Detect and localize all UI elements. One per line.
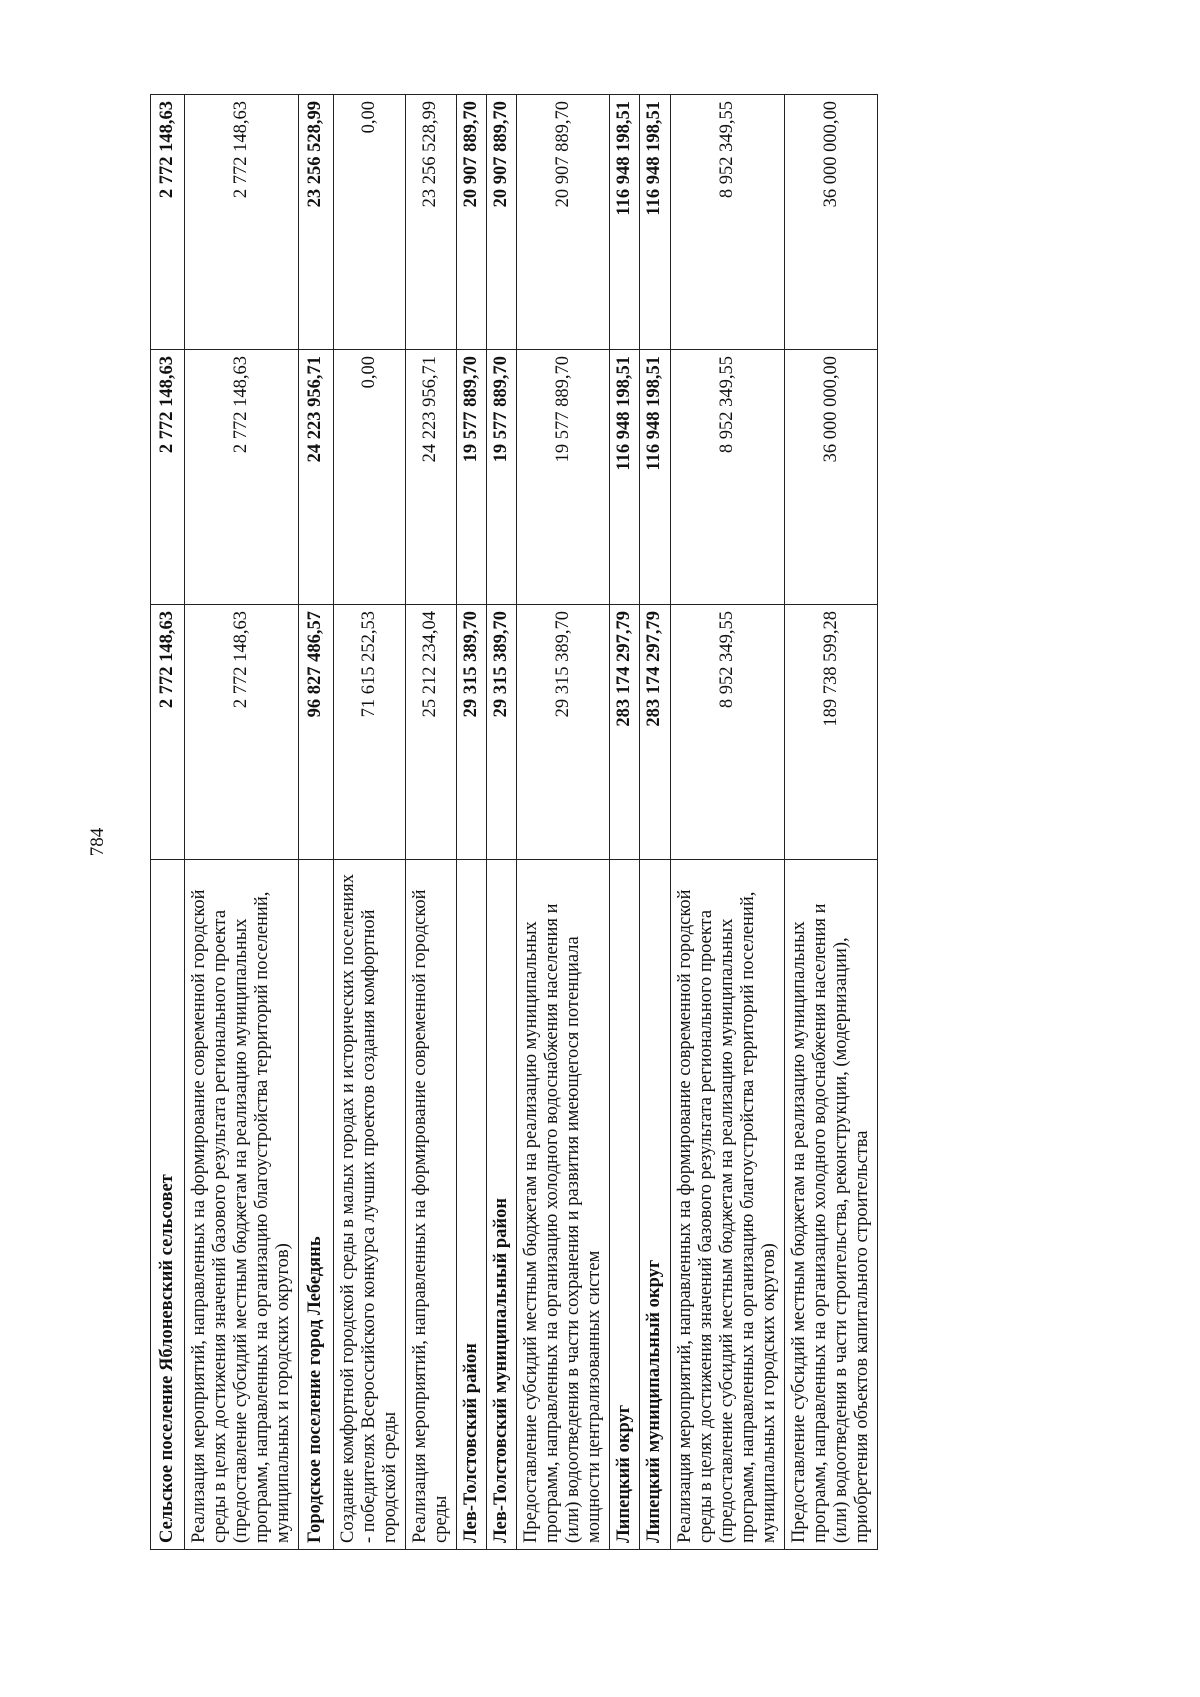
row-value-year-2: 19 577 889,70 [456,350,486,605]
row-value-year-2: 116 948 198,51 [610,350,640,605]
table-row [456,95,486,1550]
row-name: Городское поселение город Лебедянь [299,860,333,1550]
row-value-year-2: 0,00 [333,350,405,605]
row-value-year-1: 96 827 486,57 [299,605,333,860]
row-value-year-3: 23 256 528,99 [299,95,333,350]
table-row [185,95,299,1550]
table-row [610,95,640,1550]
budget-table [150,94,878,1550]
row-name: Предоставление субсидий местным бюджетам на реализацию муниципальных программ, направленных на организацию холодного водоснабжения населения и (или) водоотведения в части строительства, реконструкции, (модернизации), приобретения объектов капитального строительства [784,860,877,1550]
row-value-year-3: 23 256 528,99 [405,95,456,350]
row-value-year-3: 20 907 889,70 [487,95,517,350]
row-value-year-3: 20 907 889,70 [517,95,610,350]
row-name: Предоставление субсидий местным бюджетам на реализацию муниципальных программ, направленных на организацию холодного водоснабжения населения и (или) водоотведения в части сохранения и развития имеющегося потенциала мощности централизованных систем [517,860,610,1550]
row-name: Лев-Толстовский район [456,860,486,1550]
table-row [299,95,333,1550]
row-name: Лев-Толстовский муниципальный район [487,860,517,1550]
row-value-year-1: 8 952 349,55 [670,605,784,860]
row-name: Липецкий округ [610,860,640,1550]
row-name: Реализация мероприятий, направленных на формирование современной городской среды [405,860,456,1550]
row-value-year-2: 19 577 889,70 [487,350,517,605]
row-value-year-1: 189 738 599,28 [784,605,877,860]
page-number: 784 [87,827,108,857]
row-value-year-1: 283 174 297,79 [640,605,670,860]
row-name: Реализация мероприятий, направленных на формирование современной городской среды в целях достижения значений базового результата регионального проекта (предоставление субсидий местным бюджетам на реализацию муниципальных программ, направленных на организацию благоустройства территорий поселений, муниципальных и городских округов) [670,860,784,1550]
row-value-year-2: 19 577 889,70 [517,350,610,605]
table-row [640,95,670,1550]
row-value-year-3: 116 948 198,51 [640,95,670,350]
row-value-year-1: 71 615 252,53 [333,605,405,860]
table-row [151,95,185,1550]
row-value-year-2: 8 952 349,55 [670,350,784,605]
row-name: Реализация мероприятий, направленных на формирование современной городской среды в целях достижения значений базового результата регионального проекта (предоставление субсидий местным бюджетам на реализацию муниципальных программ, направленных на организацию благоустройства территорий поселений, муниципальных и городских округов) [185,860,299,1550]
rotated-table-container [150,95,1200,1550]
row-name: Сельское поселение Яблоневский сельсовет [151,860,185,1550]
row-value-year-3: 2 772 148,63 [185,95,299,350]
table-row [487,95,517,1550]
row-value-year-1: 29 315 389,70 [517,605,610,860]
row-value-year-3: 8 952 349,55 [670,95,784,350]
table-row [784,95,877,1550]
row-value-year-1: 29 315 389,70 [487,605,517,860]
table-row [405,95,456,1550]
row-value-year-3: 20 907 889,70 [456,95,486,350]
row-value-year-3: 0,00 [333,95,405,350]
row-value-year-1: 2 772 148,63 [151,605,185,860]
row-value-year-1: 2 772 148,63 [185,605,299,860]
row-name: Липецкий муниципальный округ [640,860,670,1550]
row-value-year-2: 36 000 000,00 [784,350,877,605]
row-value-year-2: 2 772 148,63 [151,350,185,605]
row-value-year-1: 283 174 297,79 [610,605,640,860]
row-value-year-2: 116 948 198,51 [640,350,670,605]
row-value-year-2: 24 223 956,71 [405,350,456,605]
row-value-year-1: 29 315 389,70 [456,605,486,860]
row-value-year-2: 24 223 956,71 [299,350,333,605]
table-row [517,95,610,1550]
table-row [333,95,405,1550]
row-value-year-3: 116 948 198,51 [610,95,640,350]
row-value-year-3: 36 000 000,00 [784,95,877,350]
row-value-year-3: 2 772 148,63 [151,95,185,350]
row-name: Создание комфортной городской среды в малых городах и исторических поселениях - победителях Всероссийского конкурса лучших проектов создания комфортной городской среды [333,860,405,1550]
table-row [670,95,784,1550]
row-value-year-2: 2 772 148,63 [185,350,299,605]
row-value-year-1: 25 212 234,04 [405,605,456,860]
